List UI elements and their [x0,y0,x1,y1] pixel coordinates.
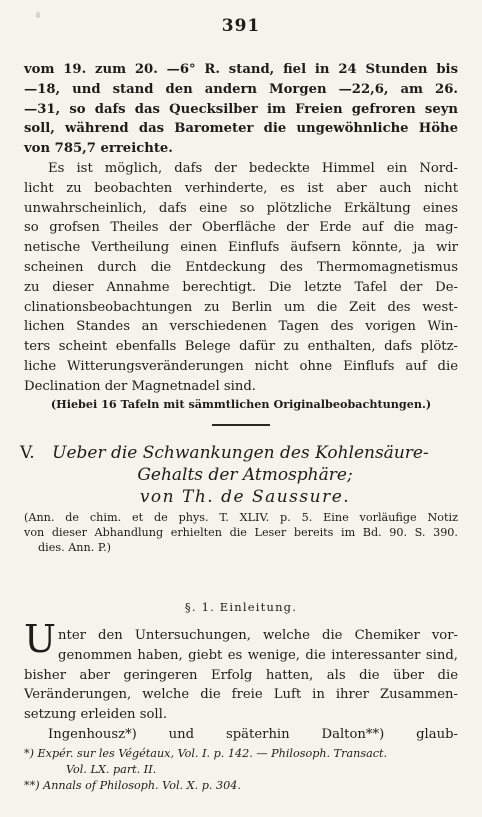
text-line: Ingenhousz*) und späterhin Dalton**) glaub- [48,726,458,742]
footnote: *) Expér. sur les Végétaux, Vol. I. p. 142. — Philosoph. Transact. [24,747,388,760]
section-title-line [20,442,470,464]
text-line: nter den Untersuchungen, welche die Chemiker vor- [58,628,458,643]
paragraph-introduction [24,617,458,745]
footnotes [24,746,458,794]
citation-line: dies. Ann. P.) [38,541,111,554]
text-line: Es ist möglich, dafs der bedeckte Himmel ein Nord- [48,161,458,176]
footnote-continuation: Vol. LX. part. II. [66,763,157,776]
text-line: liche Witterungsveränderungen nicht ohne Einflufs auf die [24,358,458,374]
text-line: ters scheint ebenfalls Belege dafür zu enthalten, dafs plötz- [24,339,458,355]
text-line: netische Vertheilung einen Einflufs äufsern könnte, ja wir [24,240,458,256]
paragraph-magnetism [24,159,458,411]
text-line: —18, und stand den andern Morgen —22,6, am 26. [24,81,458,97]
citation-line: von dieser Abhandlung erhielten die Leser bereits im Bd. 90. S. 390. [24,526,458,539]
text-line: scheinen durch die Entdeckung des Thermomagnetismus [24,259,458,275]
text-line: soll, während das Barometer die ungewöhnliche Höhe [24,121,458,137]
section-title-line-2: Gehalts der Atmosphäre; [137,465,353,485]
text-line: Veränderungen, welche die freie Luft in ihrer Zusammen- [24,687,458,703]
plates-note: (Hiebei 16 Tafeln mit sämmtlichen Originalbeobachtungen.) [50,396,432,411]
text-line: bisher aber geringeren Erfolg hatten, als die über die [24,667,458,683]
section-title-text: Ueber die Schwankungen des Kohlensäure- [52,443,429,463]
text-line: setzung erleiden soll. [24,707,168,723]
section-author: von Th. de Saussure. [139,487,351,507]
paragraph-continued [24,60,458,159]
section-divider [212,424,270,426]
text-line: unwahrscheinlich, dafs eine so plötzliche Erkältung eines [24,200,458,216]
section-numeral: V. [20,443,35,463]
text-line: von 785,7 erreichte. [24,141,173,157]
text-line: lichen Standes an verschiedenen Tagen des vorigen Win- [24,319,458,335]
text-line: so grofsen Theiles der Oberfläche der Erde auf die mag- [24,220,458,236]
text-line: —31, so dafs das Quecksilber im Freien gefroren seyn [24,101,458,117]
section-heading [20,442,470,508]
citation-line: (Ann. de chim. et de phys. T. XLIV. p. 5. Eine vorläufige Notiz [24,511,458,524]
text-line: zu dieser Annahme berechtigt. Die letzte Tafel der De- [24,279,458,295]
text-line: clinationsbeobachtungen zu Berlin um die Zeit des west- [24,299,458,315]
source-citation [24,510,458,555]
page-number: 391 [221,16,261,36]
subsection-heading: §. 1. Einleitung. [184,600,298,614]
drop-cap: U [24,617,57,661]
text-line: licht zu beobachten verhinderte, es ist aber auch nicht [24,180,458,196]
text-line: Declination der Magnetnadel sind. [24,378,256,394]
text-line: vom 19. zum 20. —6° R. stand, fiel in 24 Stunden bis [24,62,458,77]
footnote: **) Annals of Philosoph. Vol. X. p. 304. [24,779,241,792]
text-line: genommen haben, giebt es wenige, die interessanter sind, [58,647,458,663]
